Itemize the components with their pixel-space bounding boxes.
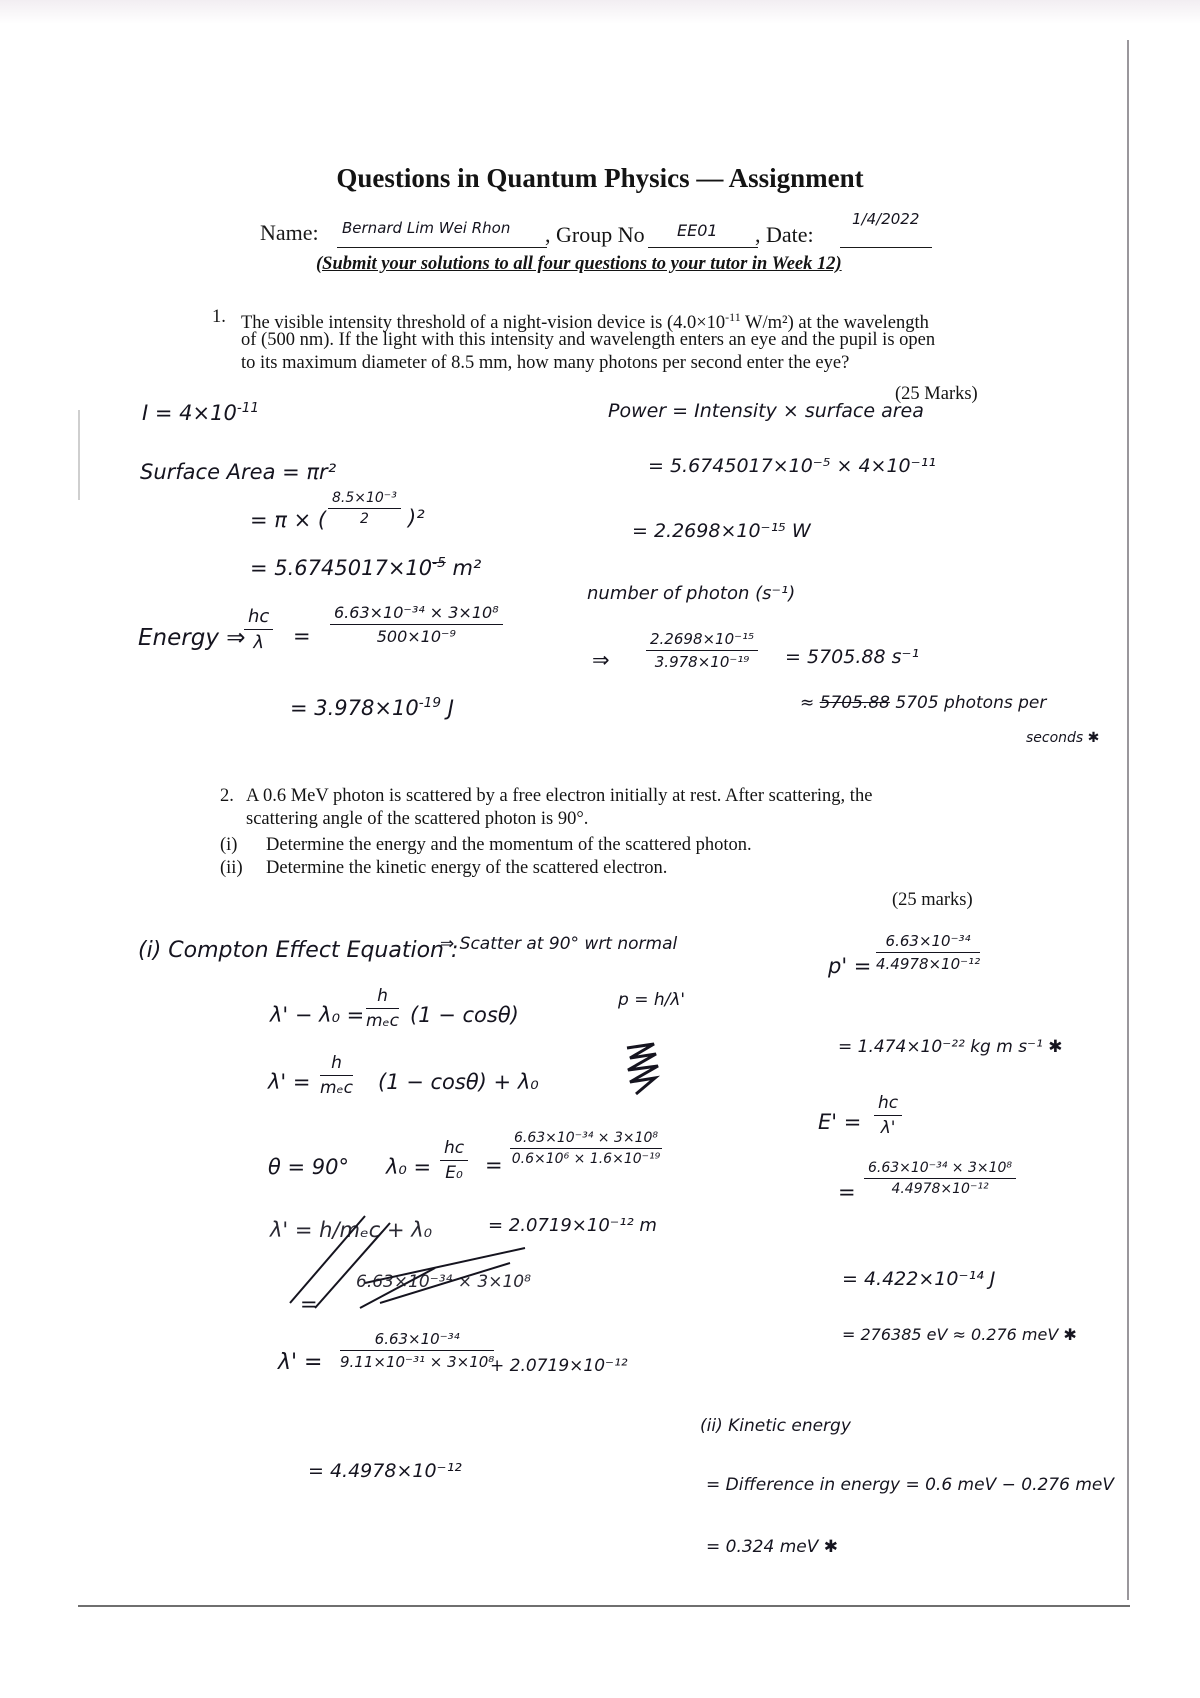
q2-eq1-fraction: h mₑc [366,986,399,1031]
q1-area-step: = π × ( [250,508,327,532]
q1-area-step-end: )² [408,506,425,530]
submission-instruction: (Submit your solutions to all four questions to your tutor in Week 12) [316,254,842,274]
paper-edge-left [78,410,80,500]
q2-e-prime: E' = [818,1110,862,1134]
q1-photons-final: ≈ 5705.88 5705 photons per [800,693,1047,713]
crossed-out-scribble-small [622,1040,662,1100]
q1-photons-fraction: $\frac{\text{2.2698×10⁻¹⁵}}{\text{3.978×10⁻¹⁹}}$ [646,630,758,671]
q2-part-i-label: (i) [220,835,238,855]
paper-edge-right [1127,40,1129,1600]
group-value: EE01 [677,221,718,240]
q1-power-label: Power = Intensity × surface area [608,400,924,422]
q1-photons-final-2: seconds ✱ [1026,730,1100,746]
q1-power-step: = 5.6745017×10⁻⁵ × 4×10⁻¹¹ [648,455,936,477]
q2-crossed-line-1: λ' = h/mₑc + λ₀ [270,1218,433,1242]
q1-photons-result: = 5705.88 s⁻¹ [785,646,920,668]
q2-part-ii-label: (ii) [220,858,243,878]
q2-lambda-prime-fraction: $\frac{\text{6.63×10⁻³⁴}}{\text{9.11×10⁻³¹ × 3×10⁸}}$ [340,1330,495,1371]
q2-lambda-prime: λ' = [278,1350,323,1375]
q2-marks: (25 marks) [892,890,973,910]
q2-p-formula: p = h/λ' [618,990,686,1010]
q2-p-prime: p' = [828,954,872,978]
q2-eq1: λ' − λ₀ = [270,1003,365,1027]
q1-power-result: = 2.2698×10⁻¹⁵ W [632,520,811,542]
q1-line-3: to its maximum diameter of 8.5 mm, how many photons per second enter the eye? [241,353,850,373]
q1-energy-result: = $3.978\times 10^{-19}$ J [290,695,454,720]
q1-intensity: $I = 4\times 10^{-11}$ [142,400,260,425]
group-underline [648,247,758,248]
q2-p-prime-fraction: $\frac{\text{6.63×10⁻³⁴}}{\text{4.4978×10⁻¹²}}$ [876,932,981,973]
q1-area-result: = $5.6745017\times 10^{-5}$ m² [250,555,482,580]
q2-eq1-end: (1 − cosθ) [410,1003,519,1027]
crossed-out-strokes [270,1208,540,1318]
q2-e-prime-fraction: $\frac{\text{6.63×10⁻³⁴ × 3×10⁸}}{\text{4.4978×10⁻¹²}}$ [864,1160,1016,1197]
q2-line-1: A 0.6 MeV photon is scattered by a free electron initially at rest. After scattering, the [246,786,873,806]
q1-number: 1. [212,307,226,327]
q2-heading-i: (i) Compton Effect Equation : [138,938,459,963]
q1-photons-arrow: ⇒ [592,648,610,672]
q2-lambda0-value-fraction: $\frac{\text{6.63×10⁻³⁴ × 3×10⁸}}{\text{0.6×10⁶ × 1.6×10⁻¹⁹}}$ [511,1130,661,1167]
q2-lambda0: λ₀ = [386,1155,432,1179]
name-label: Name: [260,220,319,245]
q1-line-1: The visible intensity threshold of a night-vision device is ($4.0\times 10^{-11}$ W/m²) at the wavelength [241,310,929,334]
q2-lambda0-fraction: $\frac{hc}{\text{E₀}}$ [440,1138,468,1183]
q2-eq2-end: (1 − cosθ) + λ₀ [378,1070,539,1094]
q1-energy-formula: $\frac{hc}{\lambda}$ [244,606,273,653]
q2-number: 2. [220,786,234,806]
paper-edge-bottom [78,1605,1130,1607]
q2-line-2: scattering angle of the scattered photon is 90°. [246,809,589,829]
q1-energy-fraction: $\frac{\text{6.63×10⁻³⁴ × 3×10⁸}}{\text{500×10⁻⁹}}$ [330,603,503,646]
date-underline [840,247,932,248]
q2-ke-result: = 0.324 meV ✱ [706,1537,839,1557]
q2-e-prime-formula: $\frac{hc}{\lambda'}$ [874,1093,902,1138]
q2-e-prime-result: = 4.422×10⁻¹⁴ J [842,1268,996,1290]
date-label: , Date: [755,222,814,247]
q2-crossed-line-2: 6.63×10⁻³⁴ × 3×10⁸ [356,1272,531,1292]
q2-p-prime-result: = 1.474×10⁻²² kg m s⁻¹ ✱ [838,1037,1063,1057]
q2-crossed-eq: = [300,1292,318,1316]
q2-part-i: Determine the energy and the momentum of the scattered photon. [266,835,752,855]
paper-fold-shadow [0,0,1200,24]
q2-eq2-fraction: h mₑc [320,1053,353,1098]
q1-line-2: of (500 nm). If the light with this intensity and wavelength enters an eye and the pupil is open [241,330,936,350]
q2-e-prime-eq: = [838,1180,856,1204]
q1-energy-eq: = [293,624,311,648]
name-row [260,220,319,246]
q1-energy-label: Energy ⇒ [138,625,246,651]
q2-heading-note: ⇒ Scatter at 90° wrt normal [440,934,678,954]
group-label: , Group No [545,222,645,247]
page-title: Questions in Quantum Physics — Assignment [336,163,864,193]
name-underline [337,247,547,248]
q2-theta: θ = 90° [268,1155,350,1179]
q2-ke-line: = Difference in energy = 0.6 meV − 0.276 meV [706,1475,1114,1495]
q2-part-ii: Determine the kinetic energy of the scattered electron. [266,858,668,878]
q2-part-ii-heading: (ii) Kinetic energy [700,1416,851,1436]
q2-lambda0-result: = 2.0719×10⁻¹² m [488,1215,657,1236]
name-value: Bernard Lim Wei Rhon [342,219,511,237]
q1-area-label: Surface Area = πr² [140,460,337,484]
q1-photons-label: number of photon (s⁻¹) [587,583,796,604]
q2-lambda-prime-plus: + 2.0719×10⁻¹² [490,1356,628,1376]
q1-marks: (25 Marks) [895,384,978,404]
q2-e-prime-mev: = 276385 eV ≈ 0.276 meV ✱ [842,1325,1077,1344]
q2-eq2: λ' = [268,1070,311,1094]
q1-area-fraction: $\frac{\text{8.5×10⁻³}}{2}$ [328,490,401,527]
q2-lambda-prime-result: = 4.4978×10⁻¹² [308,1460,462,1482]
q2-lambda0-eq: = [485,1153,503,1177]
date-value: 1/4/2022 [852,210,920,228]
